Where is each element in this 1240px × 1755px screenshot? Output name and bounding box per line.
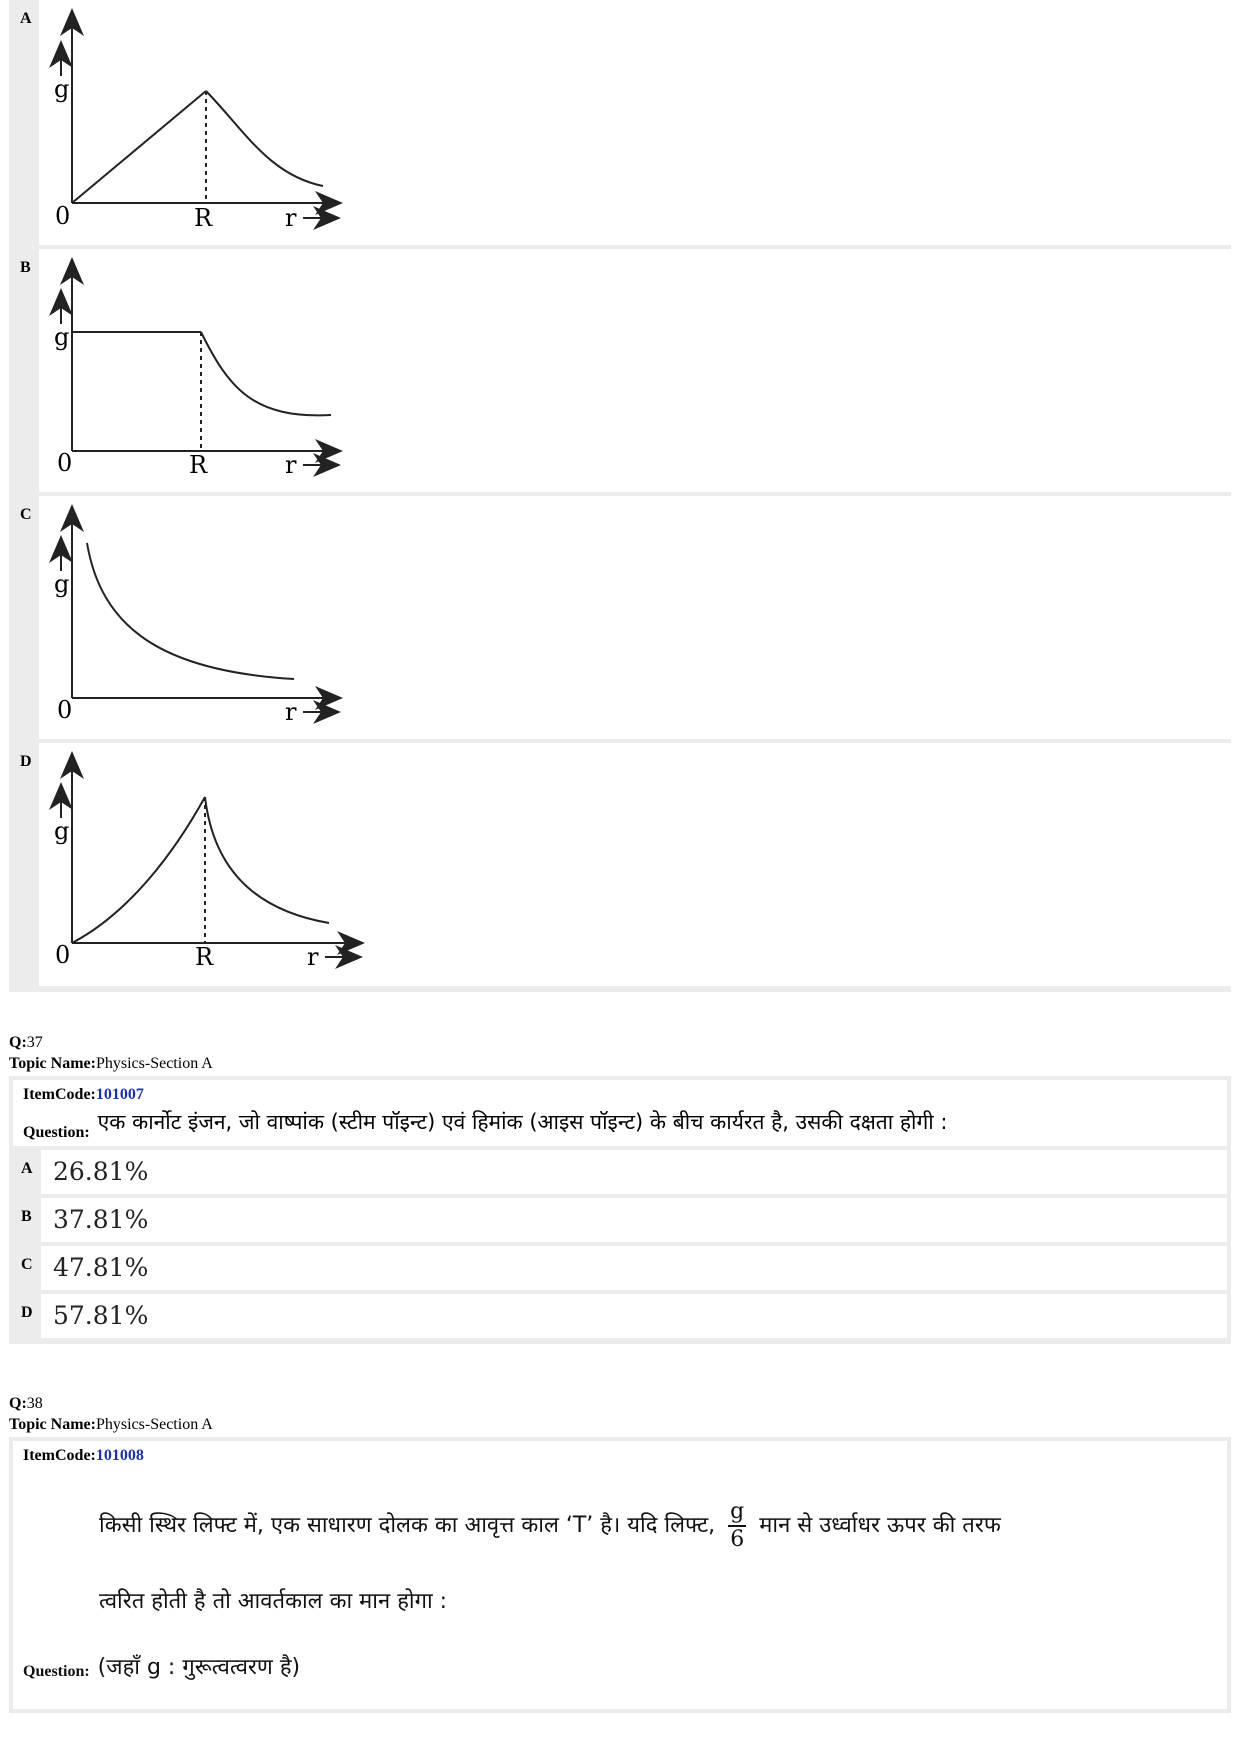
option-row-b[interactable] <box>9 249 1231 492</box>
graph-d <box>39 743 439 986</box>
q37-option-d[interactable] <box>9 1294 1231 1344</box>
origin-label: 0 <box>57 696 73 724</box>
graph-curve-decay <box>201 332 331 415</box>
q38-itemcode-row: ItemCode:101008 <box>13 1441 1227 1469</box>
option-value: 47.81% <box>41 1246 1227 1290</box>
r-mark-label: R <box>189 451 208 479</box>
itemcode-value: 101008 <box>95 1447 144 1464</box>
graph-curve-rise <box>72 797 205 943</box>
option-letter: A <box>21 1160 33 1177</box>
q38-header <box>9 1393 213 1435</box>
q37-option-a[interactable] <box>9 1150 1231 1194</box>
q38-number-line: Q:38 <box>9 1395 43 1412</box>
q37-question-row <box>13 1108 1227 1146</box>
fraction-g-over-6: $\frac{g}{6}$ <box>730 1499 745 1552</box>
option-letter: C <box>21 1256 33 1273</box>
q38-box <box>9 1437 1231 1713</box>
option-row-d[interactable] <box>9 743 1231 986</box>
option-value: 37.81% <box>41 1198 1227 1242</box>
graph-a <box>39 0 439 245</box>
option-row-a[interactable] <box>9 0 1231 245</box>
q37-option-b[interactable] <box>9 1198 1231 1242</box>
graph-b <box>39 249 439 492</box>
q37-topic-line: Topic Name:Physics-Section A <box>9 1055 213 1072</box>
graph-curve-rise <box>72 91 206 203</box>
question-label: Question: <box>23 1124 90 1141</box>
q37-itemcode-row: ItemCode:101007 <box>13 1080 1227 1108</box>
option-letter: C <box>20 506 32 523</box>
graph-curve-decay <box>87 543 294 679</box>
origin-label: 0 <box>55 941 71 969</box>
r-mark-label: R <box>195 943 214 971</box>
option-graph-cell <box>39 249 1231 492</box>
y-label: g <box>54 570 70 598</box>
question-line-1: किसी स्थिर लिफ्ट में, एक साधारण दोलक का आवृत्त काल ‘T’ है। यदि लिफ्ट, $\frac{g}{6}$ मान से उर्ध्वाधर ऊपर की तरफ <box>99 1499 1001 1552</box>
option-value: 26.81% <box>41 1150 1227 1194</box>
q37-box <box>9 1076 1231 1344</box>
y-label: g <box>54 817 70 845</box>
option-letter: B <box>21 1208 32 1225</box>
option-letter: A <box>20 10 32 27</box>
y-label: g <box>54 75 70 103</box>
q37-header <box>9 1032 213 1074</box>
question-label: Question: <box>23 1663 90 1680</box>
option-letter: B <box>20 259 31 276</box>
graph-curve-decay <box>205 797 329 923</box>
question-line-2: त्वरित होती है तो आवर्तकाल का मान होगा : <box>99 1589 448 1614</box>
option-row-c[interactable] <box>9 496 1231 739</box>
question-line-3: Question: (जहाँ g : गुरूत्वत्वरण है) <box>23 1655 301 1680</box>
origin-label: 0 <box>55 202 71 230</box>
x-label: r <box>285 698 297 726</box>
q37-number-line: Q:37 <box>9 1034 43 1051</box>
x-label: r <box>307 943 319 971</box>
r-mark-label: R <box>194 204 213 232</box>
graph-c <box>39 496 439 739</box>
y-label: g <box>54 323 70 351</box>
x-label: r <box>285 204 297 232</box>
q38-topic-line: Topic Name:Physics-Section A <box>9 1416 213 1433</box>
option-letter: D <box>21 1304 33 1321</box>
itemcode-value: 101007 <box>95 1086 144 1103</box>
option-graph-cell <box>39 0 1231 245</box>
option-letter: D <box>20 753 32 770</box>
q37-option-c[interactable] <box>9 1246 1231 1290</box>
q38-question-body <box>13 1469 1227 1709</box>
graph-curve-decay <box>206 91 323 186</box>
option-graph-cell <box>39 743 1231 986</box>
origin-label: 0 <box>57 449 73 477</box>
option-graph-cell <box>39 496 1231 739</box>
previous-options-table <box>9 0 1231 992</box>
option-value: 57.81% <box>41 1294 1227 1338</box>
x-label: r <box>285 451 297 479</box>
question-text: एक कार्नोट इंजन, जो वाष्पांक (स्टीम पॉइन्ट) एवं हिमांक (आइस पॉइन्ट) के बीच कार्यरत है, उसकी दक्षता होगी : <box>97 1110 948 1134</box>
